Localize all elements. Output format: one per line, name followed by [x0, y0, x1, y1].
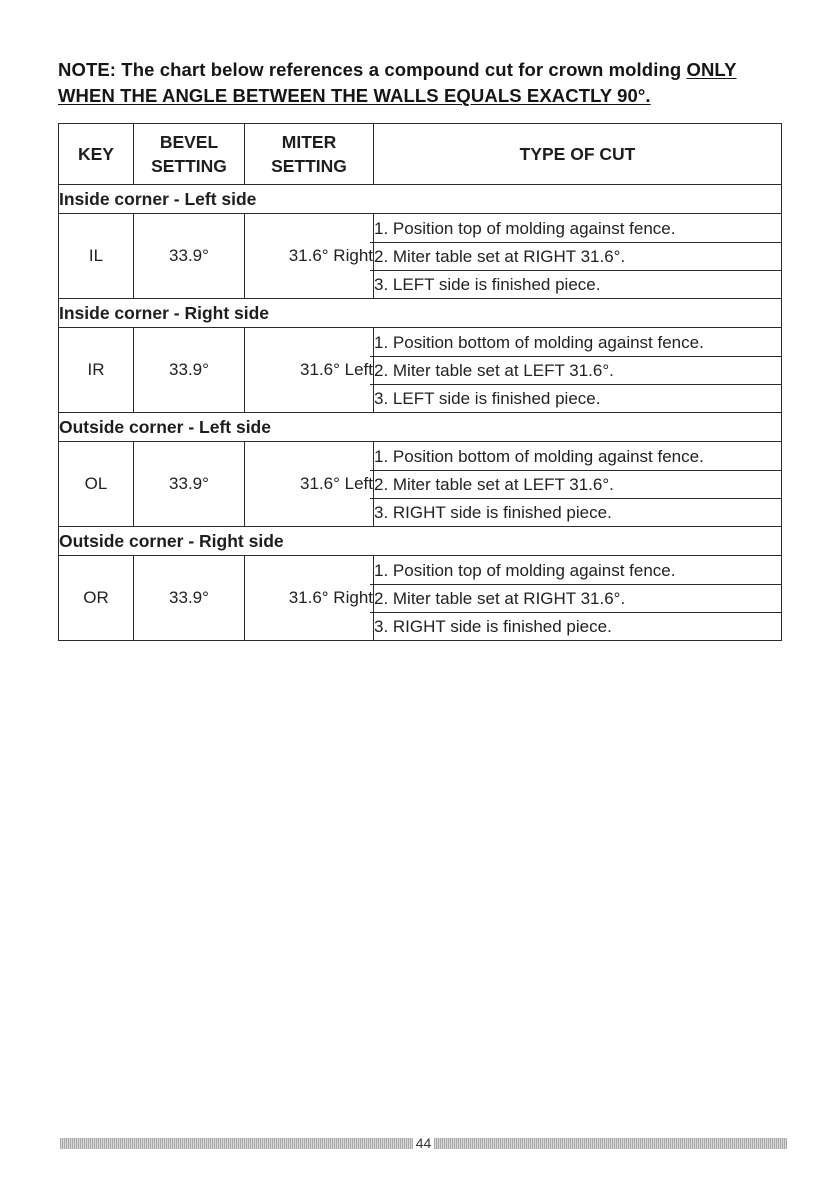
- header-type-of-cut: TYPE OF CUT: [374, 124, 782, 185]
- steps-cell: [374, 214, 782, 299]
- table-row: [59, 442, 782, 527]
- bevel-cell: 33.9°: [134, 556, 245, 641]
- header-bevel-setting: BEVEL SETTING: [134, 124, 245, 185]
- step-item: 2. Miter table set at RIGHT 31.6°.: [370, 584, 781, 612]
- steps-cell: [374, 442, 782, 527]
- step-item: 1. Position top of molding against fence.: [374, 560, 676, 580]
- section-title: Outside corner - Left side: [59, 413, 782, 442]
- step-item: 1. Position top of molding against fence.: [374, 218, 676, 238]
- table-row: [59, 328, 782, 413]
- section-title: Inside corner - Left side: [59, 185, 782, 214]
- section-row: [59, 185, 782, 214]
- section-title: Inside corner - Right side: [59, 299, 782, 328]
- step-item: 3. LEFT side is finished piece.: [370, 270, 781, 298]
- crown-molding-cut-table: [58, 123, 782, 641]
- step-item: 2. Miter table set at LEFT 31.6°.: [370, 470, 781, 498]
- steps-cell: [374, 328, 782, 413]
- section-row: [59, 413, 782, 442]
- key-cell: IR: [59, 328, 134, 413]
- step-item: 2. Miter table set at LEFT 31.6°.: [370, 356, 781, 384]
- step-item: 3. LEFT side is finished piece.: [370, 384, 781, 412]
- table-row: [59, 556, 782, 641]
- note-text: NOTE: The chart below references a compound cut for crown molding: [58, 59, 687, 80]
- bevel-cell: 33.9°: [134, 442, 245, 527]
- footer-bar-right: [434, 1138, 787, 1149]
- step-item: 1. Position bottom of molding against fence.: [374, 332, 704, 352]
- miter-cell: 31.6° Left: [245, 442, 374, 527]
- miter-cell: 31.6° Right: [245, 214, 374, 299]
- page-number: 44: [415, 1135, 432, 1151]
- step-item: 3. RIGHT side is finished piece.: [370, 612, 781, 640]
- section-title: Outside corner - Right side: [59, 527, 782, 556]
- header-miter-setting: MITER SETTING: [245, 124, 374, 185]
- table-row: [59, 214, 782, 299]
- step-item: 2. Miter table set at RIGHT 31.6°.: [370, 242, 781, 270]
- bevel-cell: 33.9°: [134, 214, 245, 299]
- miter-cell: 31.6° Right: [245, 556, 374, 641]
- key-cell: OR: [59, 556, 134, 641]
- miter-cell: 31.6° Left: [245, 328, 374, 413]
- step-item: 3. RIGHT side is finished piece.: [370, 498, 781, 526]
- key-cell: IL: [59, 214, 134, 299]
- section-row: [59, 299, 782, 328]
- header-key: KEY: [59, 124, 134, 185]
- bevel-cell: 33.9°: [134, 328, 245, 413]
- step-item: 1. Position bottom of molding against fence.: [374, 446, 704, 466]
- key-cell: OL: [59, 442, 134, 527]
- section-row: [59, 527, 782, 556]
- note-condition: WHEN THE ANGLE BETWEEN THE WALLS EQUALS EXACTLY 90°.: [58, 85, 651, 106]
- page-footer: [60, 1136, 787, 1150]
- note-paragraph: [58, 57, 798, 109]
- steps-cell: [374, 556, 782, 641]
- footer-bar-left: [60, 1138, 413, 1149]
- note-only-emphasis: ONLY: [686, 59, 737, 80]
- table-header-row: [59, 124, 782, 185]
